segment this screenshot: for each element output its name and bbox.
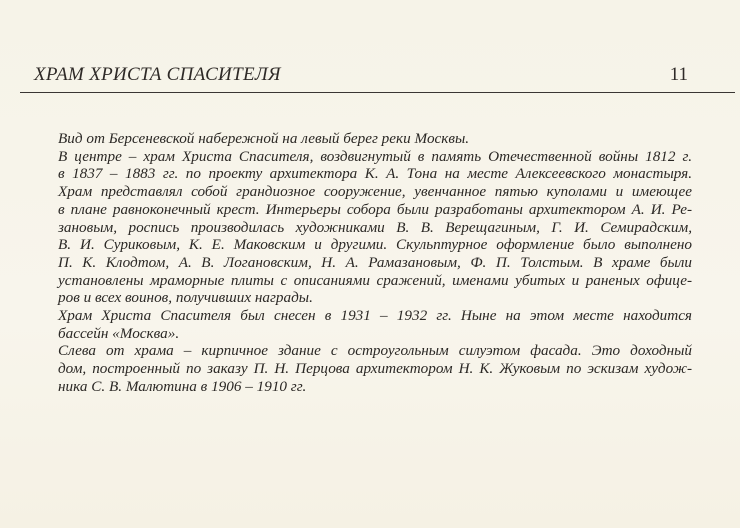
page-number: 11 (669, 64, 688, 85)
text-line: установлены мраморные плиты с описаниями сражений, именами убитых и раненых офице- (58, 271, 692, 289)
text-line: Храм Христа Спасителя был снесен в 1931 – 1932 гг. Ныне на этом месте находится (58, 307, 692, 325)
body-text (58, 130, 692, 396)
text-line: Слева от храма – кирпичное здание с остроугольным силуэтом фасада. Это доходный (58, 342, 692, 360)
text-line: бассейн «Москва». (58, 324, 180, 342)
header-rule (20, 92, 735, 93)
text-line: в плане равноконечный крест. Интерьеры собора были разработаны архитектором А. И. Ре- (58, 200, 692, 218)
text-line: ника С. В. Малютина в 1906 – 1910 гг. (58, 377, 307, 395)
running-head-title: ХРАМ ХРИСТА СПАСИТЕЛЯ (34, 64, 281, 85)
text-line: дом, построенный по заказу П. Н. Перцова архитектором Н. К. Жуковым по эскизам худож- (58, 360, 692, 378)
text-line: в 1837 – 1883 гг. по проекту архитектора К. А. Тона на месте Алексеевского монастыря. (58, 165, 692, 183)
text-line: Вид от Берсеневской набережной на левый берег реки Москвы. (58, 130, 470, 147)
text-line: ров и всех воинов, получивших награды. (58, 289, 313, 307)
text-line: Храм представлял собой грандиозное сооружение, увенчанное пятью куполами и имеющее (58, 183, 692, 201)
text-line: зановым, роспись производилась художниками В. В. Верещагиным, Г. И. Семирадским, (58, 218, 692, 236)
text-line: В. И. Суриковым, К. Е. Маковским и другими. Скульптурное оформление было выполнено (58, 236, 692, 254)
text-line: П. К. Клодтом, А. В. Логановским, Н. А. Рамазановым, Ф. П. Толстым. В храме были (58, 253, 692, 271)
text-line: В центре – храм Христа Спасителя, воздвигнутый в память Отечественной войны 1812 г. (58, 147, 692, 165)
